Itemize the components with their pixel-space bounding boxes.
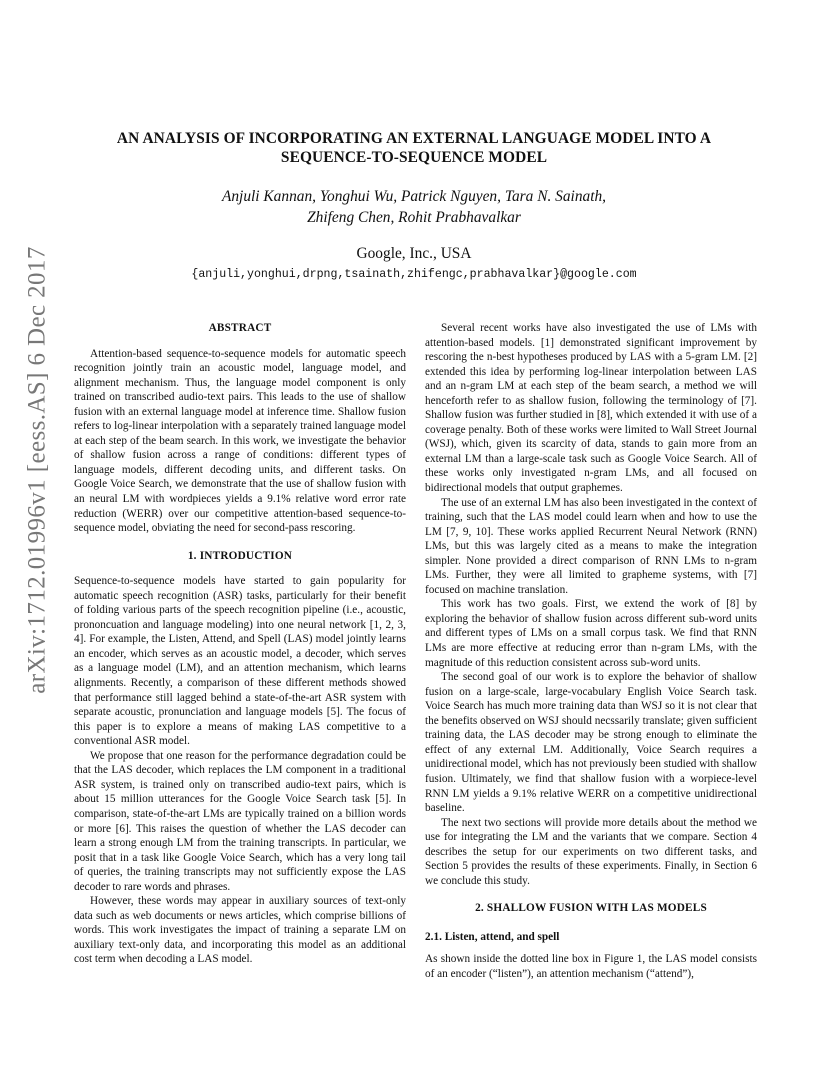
section-2-1-paragraph: As shown inside the dotted line box in Figure 1, the LAS model consists of an encoder (“listen”), an attention mechanism (“attend”), [425,953,757,980]
affiliation: Google, Inc., USA [356,245,472,262]
title-line-1: AN ANALYSIS OF INCORPORATING AN EXTERNAL LANGUAGE MODEL INTO A [116,130,712,147]
arxiv-id: arXiv:1712.01996v1 [eess.AS] 6 Dec 2017 [24,246,52,694]
intro-paragraph-7: The second goal of our work is to explore the behavior of shallow fusion on a large-scale, large-vocabulary English Voice Search task. Voice Search has much more training data than WSJ so it is not clear that the benefits observed on WSJ should necssarily translate; given sufficient training data, the LAS decoder may be strong enough to eliminate the effect of any external LM. Additionally, Voice Search requires a unidirectional model, which has not previously been studied with shallow fusion. Ultimately, we find that shallow fusion with a worpiece-level RNN LM yields a 9.1% relative WERR on a competitive unidirectional baseline. [425,671,757,815]
authors-line-1: Anjuli Kannan, Yonghui Wu, Patrick Nguyen, Tara N. Sainath, [221,188,607,205]
arxiv-identifier-stamp [22,246,54,694]
intro-paragraph-4: Several recent works have also investigated the use of LMs with attention-based models. [1] demonstrated significant improvement by rescoring the n-best hypotheses produced by LAS with a 5-gram LM. [2] extended this idea by performing log-linear interpolation between LAS and an n-gram LM at each step of the beam search, a method we will henceforth refer to as shallow fusion, following the terminology of [7]. Shallow fusion was further studied in [8], which extended it with use of a coverage penalty. Both of these works were limited to Wall Street Journal (WSJ), which, given its scarcity of data, stands to gain more from an external LM than a large-scale task such as Google Voice Search. All of these works only investigated n-gram LMs, and all focused on bidirectional models that output graphemes. [425,322,757,495]
intro-paragraph-5: The use of an external LM has also been investigated in the context of training, such that the LAS model could learn when and how to use the LM [7, 9, 10]. These works applied Recurrent Neural Network (RNN) LMs, but this was largely cited as a means to make the integration simpler. None provided a direct comparison of RNN LMs to n-gram LMs. Further, they were all limited to grapheme systems, with [7] focused on machine translation. [425,496,757,596]
author-list [90,186,738,228]
introduction-heading: 1. INTRODUCTION [187,549,293,562]
abstract-heading: ABSTRACT [208,322,272,334]
intro-paragraph-3: However, these words may appear in auxiliary sources of text-only data such as web documents or news articles, which comprise billions of words. This work investigates the impact of training a separate LM on auxiliary text-only data, and incorporating this model as an additional cost term when decoding a LAS model. [74,895,406,966]
authors-line-2: Zhifeng Chen, Rohit Prabhavalkar [307,209,521,226]
section-2-heading: 2. SHALLOW FUSION WITH LAS MODELS [475,902,707,915]
intro-paragraph-1: Sequence-to-sequence models have started to gain popularity for automatic speech recognition (ASR) tasks, particularly for their benefit of folding various parts of the speech recognition pipeline (i.e., acoustic, prononcuation and language modeling) into one neural network [1, 2, 3, 4]. For example, the Listen, Attend, and Spell (LAS) model jointly learns an encoder, which serves as an acoustic model, a decoder, which serves as a language model (LM), and an attention mechanism, which learns alignments. Recently, a comparison of these different methods showed that performance still lagged behind a state-of-the-art ASR system with separate acoustic, pronunciation and language models [5]. The focus of this paper is to explore a means of making LAS competitive to a conventional ASR model. [74,575,406,748]
title-line-2: SEQUENCE-TO-SEQUENCE MODEL [280,149,548,166]
left-column [74,321,406,967]
right-column [425,321,757,982]
intro-paragraph-2: We propose that one reason for the performance degradation could be that the LAS decoder, which replaces the LM component in a traditional ASR system, is trained only on transcribed audio-text pairs, which is about 15 million utterances for the Google Voice Search task [5]. In comparison, state-of-the-art LMs are typically trained on a billion words or more [6]. This raises the question of whether the LAS decoder can learn a strong enough LM from the training transcripts. In particular, we posit that in a task like Google Voice Search, which has a very long tail of queries, the training transcripts may not sufficiently expose the LAS decoder to rare words and phrases. [74,749,406,893]
abstract-text: Attention-based sequence-to-sequence models for automatic speech recognition jointly train an acoustic model, language model, and alignment mechanism. Thus, the language model component is only trained on transcribed audio-text pairs. This leads to the use of shallow fusion with an external language model at inference time. Shallow fusion refers to log-linear interpolation with a separately trained language model at each step of the beam search. In this work, we investigate the behavior of shallow fusion across a range of conditions: different types of language models, different decoding units, and different tasks. On Google Voice Search, we demonstrate that the use of shallow fusion with an neural LM with wordpieces yields a 9.1% relative word error rate reduction (WERR) over our competitive attention-based sequence-to-sequence model, obviating the need for second-pass rescoring. [74,347,406,535]
author-emails: {anjuli,yonghui,drpng,tsainath,zhifengc,prabhavalkar}@google.com [191,268,637,281]
intro-paragraph-6: This work has two goals. First, we extend the work of [8] by exploring the behavior of shallow fusion across different sub-word units and different types of LMs on a small corpus task. We find that RNN LMs are more effective at reducing error than n-gram LMs, with the magnitude of this reduction consistent across sub-word units. [425,598,757,669]
subsection-2-1-heading: 2.1. Listen, attend, and spell [425,930,560,943]
paper-title [90,129,738,167]
intro-paragraph-8: The next two sections will provide more details about the method we use for integrating the LM and the variants that we compare. Section 4 describes the setup for our experiments on two different tasks, and Section 5 provides the results of these experiments. Finally, in Section 6 we conclude this study. [425,816,757,887]
